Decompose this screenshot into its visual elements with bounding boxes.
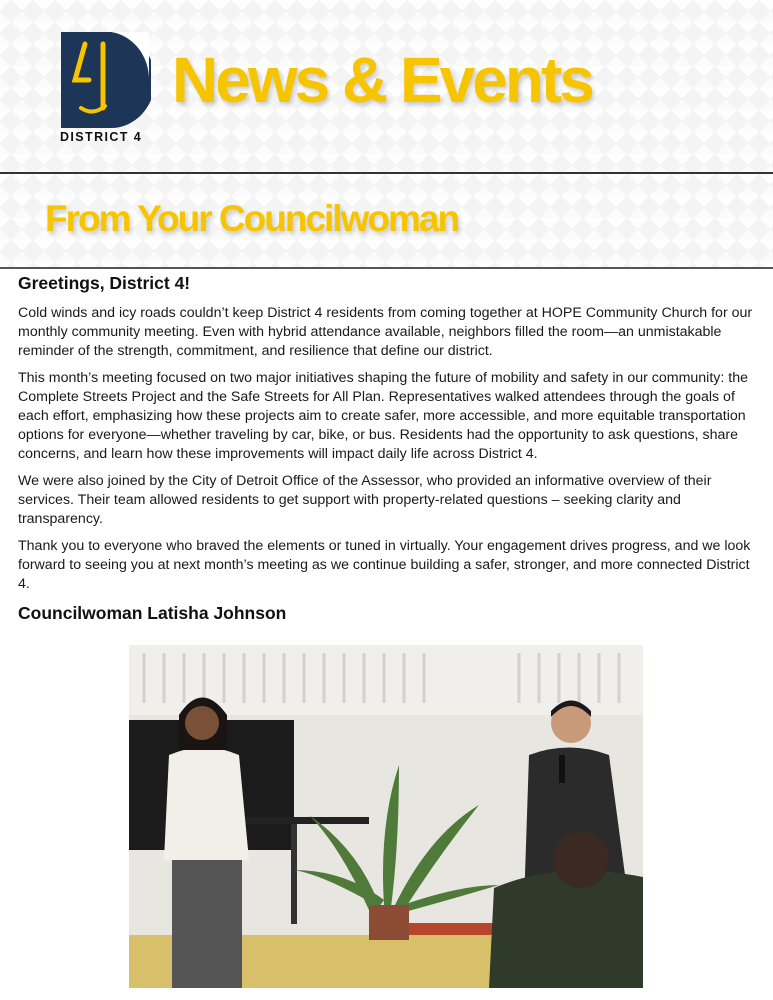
signature: Councilwoman Latisha Johnson [18,603,287,623]
greeting-heading: Greetings, District 4! [18,273,191,293]
community-meeting-photo [129,645,643,988]
page-title: News & Events [172,44,592,116]
letter-body [18,272,754,624]
divider-bottom [0,267,773,269]
letter-paragraph: We were also joined by the City of Detroit Office of the Assessor, who provided an informative overview of their services. Their team allowed residents to get support with property-related questions – seeking clarity and transparency. [18,473,712,527]
page-header [0,0,773,172]
letter-paragraph: Thank you to everyone who braved the elements or tuned in virtually. Your engagement drives progress, and we look forward to seeing you at next month’s meeting as we continue building a safer, stronger, and more connected District 4. [18,538,751,592]
district-4-logo [59,30,151,146]
section-title: From Your Councilwoman [45,198,459,239]
logo-caption: DISTRICT 4 [60,130,143,144]
letter-paragraph: This month’s meeting focused on two major initiatives shaping the future of mobility and safety in our community: the Complete Streets Project and the Safe Streets for All Plan. Representatives walked attendees through the goals of each effort, emphasizing how these projects aim to create safer, more accessible, and more equitable transportation options for everyone—whether traveling by car, bike, or bus. Residents had the opportunity to ask questions, share concerns, and learn how these improvements will impact daily life across District 4. [18,370,748,462]
letter-paragraph: Cold winds and icy roads couldn’t keep District 4 residents from coming together at HOPE Community Church for our monthly community meeting. Even with hybrid attendance available, neighbors filled the room—an unmistakable reminder of the strength, commitment, and resilience that define our district. [18,305,753,359]
